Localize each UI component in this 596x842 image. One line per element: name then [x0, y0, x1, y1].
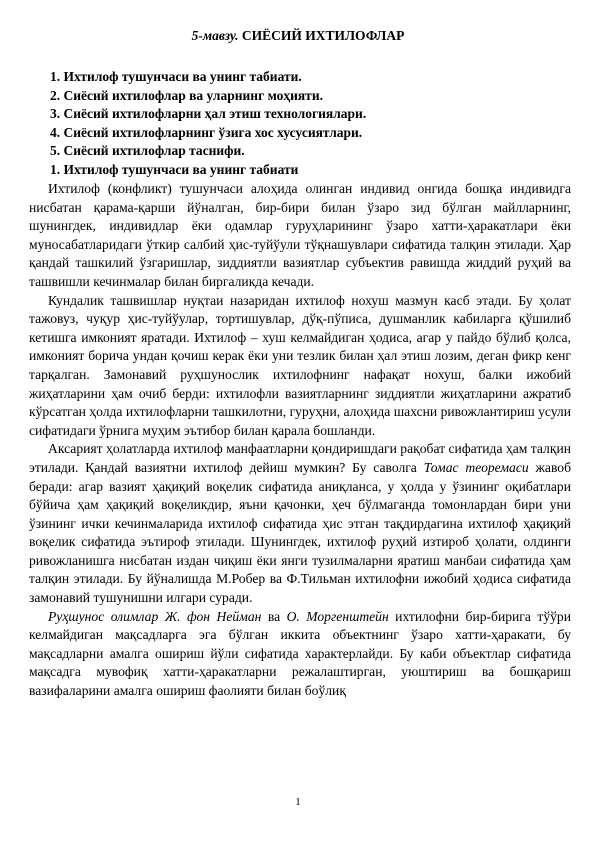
outline-item: 5. Сиёсий ихтилофлар таснифи.: [50, 143, 245, 159]
topic-title: СИЁСИЙ ИХТИЛОФЛАР: [241, 28, 405, 43]
paragraph-text: Аксарият ҳолатларда ихтилоф манфаатларни қондиришдаги рақобат сифатида ҳам талқин этилади. Қандай вазиятни ихтилоф дейиш мумкин? Бу саволга: [29, 441, 571, 475]
paragraph: Кундалик ташвишлар нуқтаи назаридан ихтилоф нохуш мазмун касб этади. Бу ҳолат тажовуз, чуқур ҳис-туйўулар, тортишувлар, дўқ-пўписа, душманлик кабиларга қўшилиб кетишга имконият яратади. Ихтилоф – хуш келмайдиган ҳодиса, агар у пайдо бўлиб қолса, имконият борича ундан қочиш керак ёки уни тезлик билан ҳал этиш лозим, деган фикр кенг тарқалган. Замонавий руҳшунослик ихтилофнинг нафақат нохуш, балки ижобий жиҳатларини ҳам очиб берди: ихтилофли вазиятларнинг зиддиятли жиҳатларини ажратиб кўрсатган ҳолда ихтилофларни ташкилотни, гуруҳни, алоҳида шахсни ривожлантириш усули сифатидаги ўрнига муҳим эътибор билан қарала бошланди.: [29, 292, 571, 438]
outline-item: 2. Сиёсий ихтилофлар ва уларнинг моҳияти.: [50, 87, 323, 103]
paragraph: [29, 440, 571, 607]
page-title: [0, 28, 596, 44]
paragraph: Ихтилоф (конфликт) тушунчаси алоҳида олинган индивид онгида бошқа индивидга нисбатан қарама-қарши йўналган, бир-бири билан ўзаро зид бўлган майлларнинг, шунингдек, индивидлар ёки одамлар гуруҳларининг ўзаро хатти-ҳаракатлари ёки муносабатларидаги ўткир салбий ҳис-туйўули тўқнашувлари сифатида талқин этилади. Ҳар қандай ташкилий ўзгаришлар, зиддиятли вазиятлар субъектив равишда жиддий руҳий ва ташвишли кечинмалар билан биргаликда кечади.: [29, 181, 571, 289]
topic-number: 5-мавзу.: [191, 28, 239, 43]
outline-item: 4. Сиёсий ихтилофларнинг ўзига хос хусусиятлари.: [50, 124, 363, 140]
paragraph-text: ихтилофни бир-бирига тўўри келмайдиган мақсадларга эга бўлган иккита объектнинг ўзаро хатти-ҳаракати, бу мақсадларни амалга ошириш йўли сифатида характерлайди. Бу каби объектлар сифатида мақсадга мувофиқ хатти-ҳаракатларни режалаштирган, уюштириш ва бошқариш вазифаларини амалга ошириш фаолияти билан боўлиқ: [29, 608, 571, 699]
body-text: [29, 180, 571, 701]
emphasis-author: Руҳшунос олимлар Ж. фон Нейман: [48, 608, 262, 624]
page-number: 1: [295, 796, 301, 808]
emphasis-thomas-theorem: Томас теоремаси: [423, 459, 529, 475]
outline-item: 3. Сиёсий ихтилофларни ҳал этиш технологиялари.: [50, 106, 367, 122]
section-heading: 1. Ихтилоф тушунчаси ва унинг табиати: [50, 161, 299, 177]
paragraph-text: ва: [261, 608, 287, 624]
emphasis-author: О. Моргенштейн: [286, 608, 389, 624]
paragraph: [29, 608, 571, 701]
outline-item: 1. Ихтилоф тушунчаси ва унинг табиати.: [50, 69, 302, 84]
topic-outline: [50, 68, 550, 180]
paragraph-text: жавоб беради: агар вазият ҳақиқий воқелик сифатида аниқланса, у ҳолда у ўзининг оқибатлари бўйича ҳам ҳақиқий воқеликдир, яъни қачонки, ҳеч бўлмаганда томонлардан бири уни ўзининг ички кечинмаларида ихтилоф сифатида ҳис этган тақдирдагина ихтилоф ҳақиқий воқелик сифатида эътироф этилади. Шунингдек, ихтилоф руҳий изтироб ҳолати, олдинги ривожланишга нисбатан издан чиқиш ёки янги тузилмаларни яратиш манбаи сифатида ҳам талқин этилади. Бу йўналишда М.Робер ва Ф.Тильман ихтилофни ижобий ҳодиса сифатида замонавий тушунишни илгари суради.: [29, 459, 572, 606]
